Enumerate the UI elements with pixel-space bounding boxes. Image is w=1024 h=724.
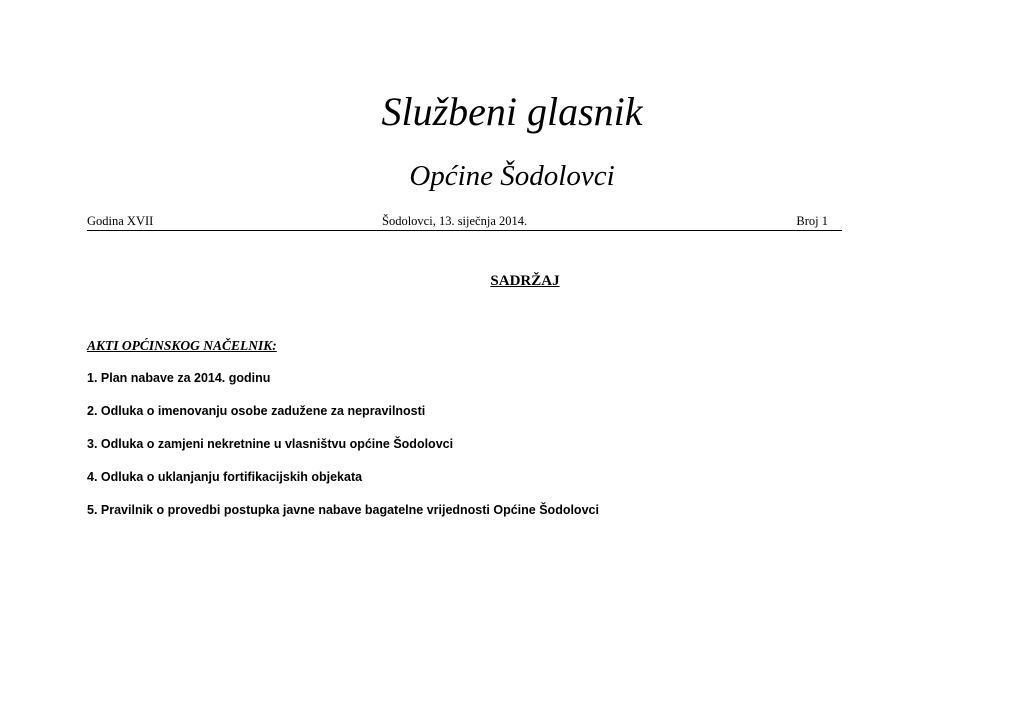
issue-info-line bbox=[87, 213, 842, 231]
section-heading: AKTI OPĆINSKOG NAČELNIK: bbox=[87, 338, 277, 353]
gazette-title: Službeni glasnik bbox=[381, 89, 643, 134]
contents-item: 4. Odluka o uklanjanju fortifikacijskih objekata bbox=[87, 470, 363, 484]
contents-item: 2. Odluka o imenovanju osobe zadužene za nepravilnosti bbox=[87, 404, 426, 418]
contents-list bbox=[87, 370, 599, 535]
contents-item: 5. Pravilnik o provedbi postupka javne nabave bagatelne vrijednosti Općine Šodolovci bbox=[87, 503, 599, 517]
issue-number: Broj 1 bbox=[796, 214, 828, 228]
municipality-subtitle: Općine Šodolovci bbox=[409, 160, 615, 192]
contents-heading: SADRŽAJ bbox=[490, 273, 560, 289]
contents-item: 1. Plan nabave za 2014. godinu bbox=[87, 371, 271, 385]
issue-place-date: Šodolovci, 13. siječnja 2014. bbox=[382, 214, 528, 228]
issue-year: Godina XVII bbox=[87, 214, 154, 228]
contents-item: 3. Odluka o zamjeni nekretnine u vlasništvu općine Šodolovci bbox=[87, 437, 454, 451]
